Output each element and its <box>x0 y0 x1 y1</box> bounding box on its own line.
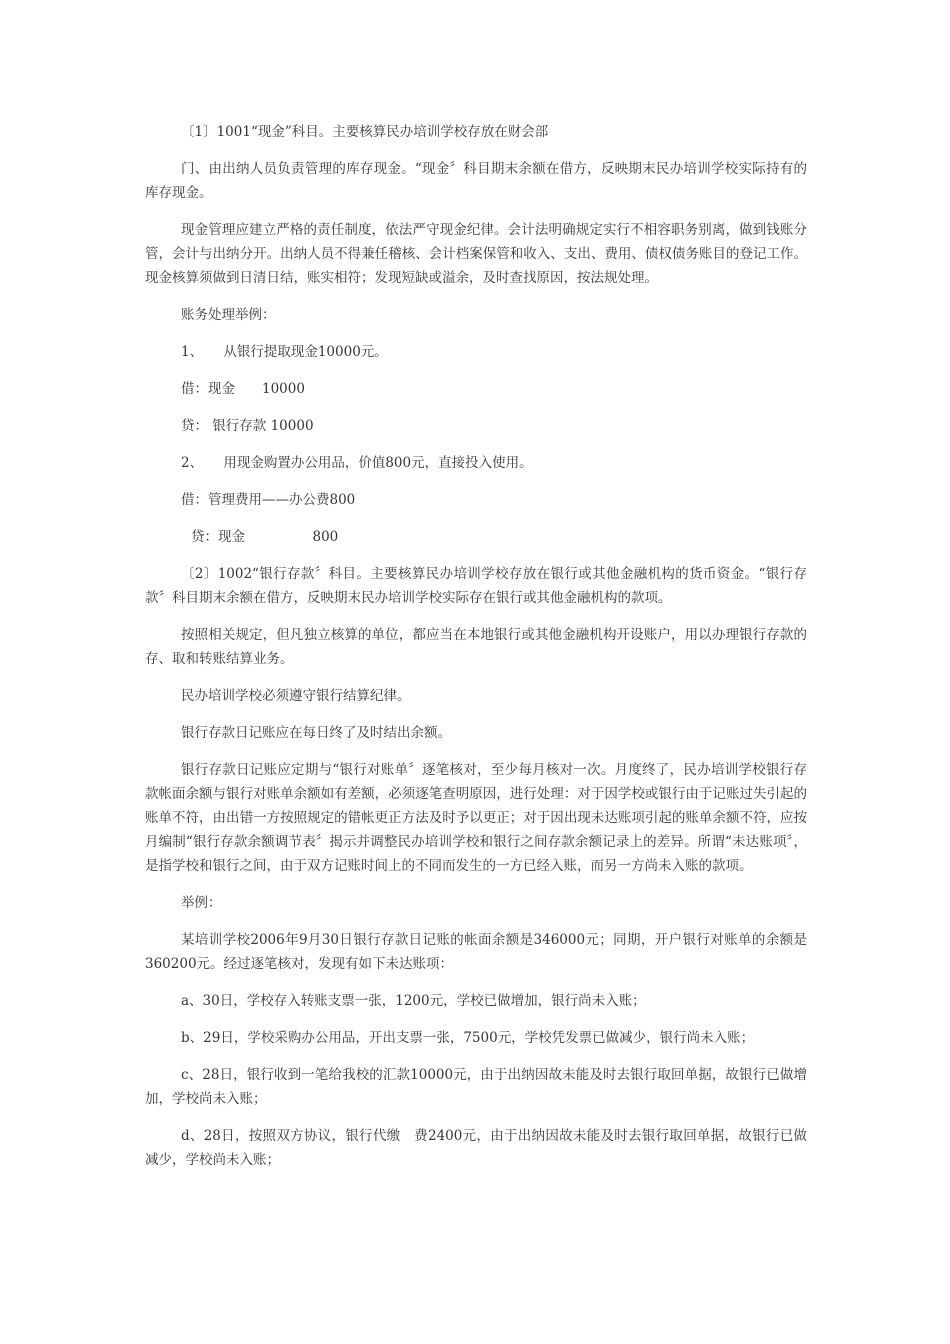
paragraph-example-1-debit: 借：现金 10000 <box>181 381 305 397</box>
paragraph-example-2: 2、 用现金购置办公用品，价值800元，直接投入使用。 <box>181 455 533 471</box>
paragraph-examples-heading: 账务处理举例： <box>181 307 276 323</box>
paragraph-item-c: c、28日，银行收到一笔给我校的汇款10000元，由于出纳因故未能及时去银行取回单据，故银行已做增加，学校尚未入账； <box>145 1067 807 1107</box>
paragraph-settlement-discipline: 民办培训学校必须遵守银行结算纪律。 <box>181 688 411 704</box>
paragraph-example-1-credit: 贷： 银行存款 10000 <box>181 418 314 434</box>
paragraph-school-example: 某培训学校2006年9月30日银行存款日记账的帐面余额是346000元；同期，开户银行对账单的余额是360200元。经过逐笔核对，发现有如下未达账项： <box>145 932 807 972</box>
paragraph-item-d: d、28日，按照双方协议，银行代缴 费2400元，由于出纳因故未能及时去银行取回单据，故银行已做减少，学校尚未入账； <box>145 1128 807 1168</box>
paragraph-cash-account-heading: 〔1〕1001“现金”科目。主要核算民办培训学校存放在财会部 <box>181 124 549 140</box>
paragraph-example-heading-2: 举例： <box>181 895 222 911</box>
paragraph-reconciliation: 银行存款日记账应定期与“银行对账单〞逐笔核对，至少每月核对一次。月度终了，民办培训学校银行存款帐面余额与银行对账单余额如有差额，必须逐笔查明原因，进行处理：对于因学校或银行由于记账过失引起的账单不符，由出错一方按照规定的错帐更正方法及时予以更正；对于因出现未达账项引起的账单余额不符，应按月编制“银行存款余额调节表〞揭示并调整民办培训学校和银行之间存款余额记录上的差异。所谓“未达账项〞，是指学校和银行之间，由于双方记账时间上的不同而发生的一方已经入账，而另一方尚未入账的款项。 <box>145 762 807 874</box>
paragraph-bank-deposit-heading: 〔2〕1002“银行存款〞科目。主要核算民办培训学校存放在银行或其他金融机构的货币资金。“银行存款〞科目期末余额在借方，反映期末民办培训学校实际存在银行或其他金融机构的款项。 <box>145 566 807 606</box>
paragraph-item-b: b、29日，学校采购办公用品，开出支票一张，7500元，学校凭发票已做减少，银行尚未入账； <box>181 1030 755 1046</box>
paragraph-bank-account-rules: 按照相关规定，但凡独立核算的单位，都应当在本地银行或其他金融机构开设账户，用以办理银行存款的存、取和转账结算业务。 <box>145 627 807 667</box>
paragraph-example-2-credit: 贷：现金 800 <box>191 529 339 545</box>
paragraph-example-1: 1、 从银行提取现金10000元。 <box>181 344 388 360</box>
paragraph-example-2-debit: 借：管理费用——办公费800 <box>181 492 356 508</box>
paragraph-daily-balance: 银行存款日记账应在每日终了及时结出余额。 <box>181 725 451 741</box>
paragraph-cash-management: 现金管理应建立严格的责任制度，依法严守现金纪律。会计法明确规定实行不相容职务别离，做到钱账分管，会计与出纳分开。出纳人员不得兼任稽核、会计档案保管和收入、支出、费用、债权债务账目的登记工作。现金核算须做到日清日结，账实相符；发现短缺或溢余，及时查找原因，按法规处理。 <box>145 222 807 286</box>
document-body <box>145 120 807 1185</box>
paragraph-cash-account-desc: 门、由出纳人员负责管理的库存现金。“现金〞科目期末余额在借方，反映期末民办培训学校实际持有的库存现金。 <box>145 161 807 201</box>
paragraph-item-a: a、30日，学校存入转账支票一张，1200元，学校已做增加，银行尚未入账； <box>181 993 646 1009</box>
